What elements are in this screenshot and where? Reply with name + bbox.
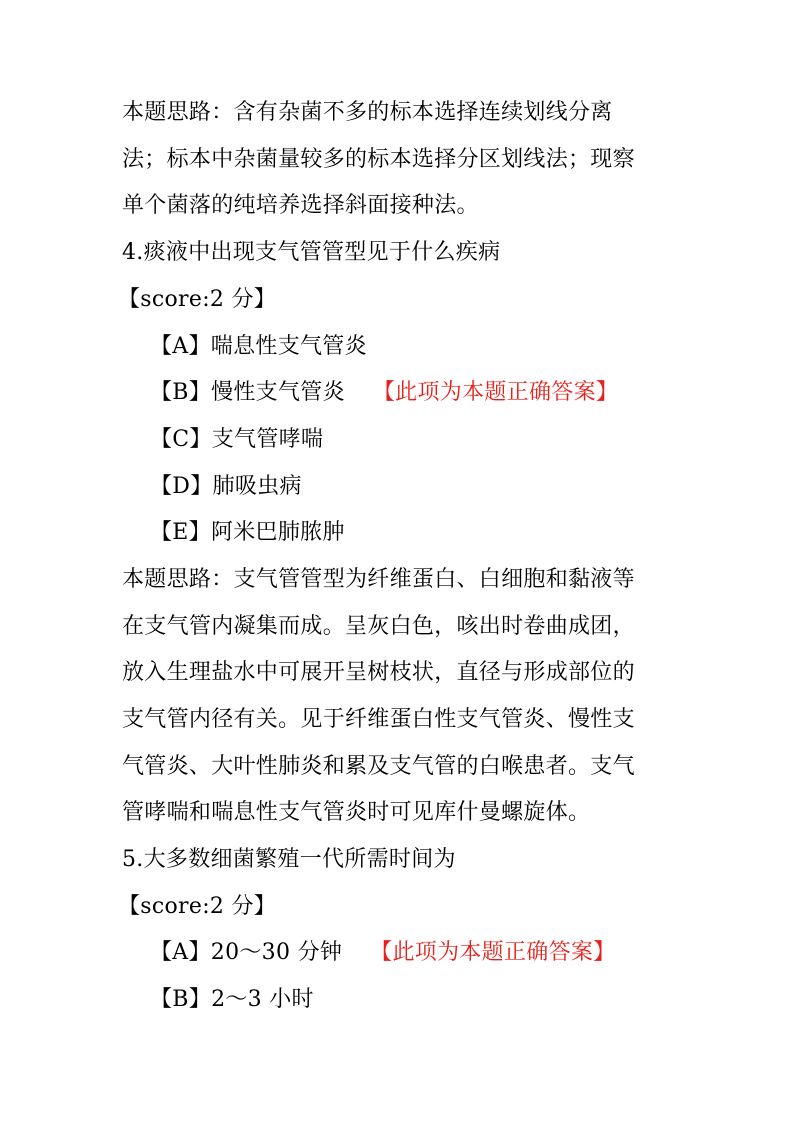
option-text: 【C】支气管哮喘 [150, 427, 324, 452]
q4-option-d [150, 472, 302, 502]
question-5-score: 【score:2 分】 [118, 894, 277, 919]
correct-answer-marker: 【此项为本题正确答案】 [370, 940, 616, 965]
q5-option-b [150, 985, 314, 1015]
explanation-line: 支气管内径有关。见于纤维蛋白性支气管炎、慢性支 [122, 707, 635, 732]
explanation-line: 本题思路：含有杂菌不多的标本选择连续划线分离 [122, 100, 613, 125]
q4-option-a [150, 332, 367, 362]
explanation-line: 气管炎、大叶性肺炎和累及支气管的白喉患者。支气 [122, 754, 635, 779]
option-text: 【D】肺吸虫病 [150, 474, 302, 499]
q5-option-a [150, 938, 615, 968]
question-5-title: 5.大多数细菌繁殖一代所需时间为 [122, 847, 456, 872]
explanation-line: 法；标本中杂菌量较多的标本选择分区划线法；现察 [122, 147, 635, 172]
explanation-line: 放入生理盐水中可展开呈树枝状，直径与形成部位的 [122, 660, 635, 685]
explanation-line: 单个菌落的纯培养选择斜面接种法。 [122, 193, 479, 218]
question-4-score: 【score:2 分】 [118, 287, 277, 312]
option-text: 【B】2～3 小时 [150, 987, 314, 1012]
option-text: 【E】阿米巴肺脓肿 [150, 520, 345, 545]
question-4-title: 4.痰液中出现支气管管型见于什么疾病 [122, 240, 501, 265]
option-text: 【A】20～30 分钟 [150, 940, 343, 965]
explanation-line: 在支气管内凝集而成。呈灰白色，咳出时卷曲成团， [122, 614, 635, 639]
option-text: 【B】慢性支气管炎 [150, 380, 345, 405]
q4-option-b [150, 378, 618, 408]
q4-option-e [150, 518, 345, 548]
correct-answer-marker: 【此项为本题正确答案】 [372, 380, 619, 405]
explanation-line: 本题思路：支气管管型为纤维蛋白、白细胞和黏液等 [122, 567, 635, 592]
option-text: 【A】喘息性支气管炎 [150, 334, 367, 359]
explanation-line: 管哮喘和喘息性支气管炎时可见库什曼螺旋体。 [122, 800, 591, 825]
q4-option-c [150, 425, 323, 455]
